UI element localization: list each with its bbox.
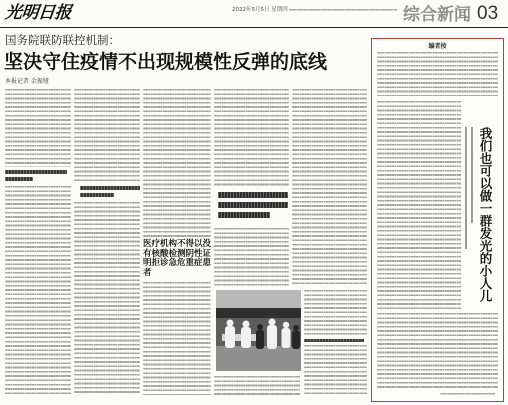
body-text-block: [292, 89, 367, 286]
body-text-block: [143, 89, 211, 237]
body-text-block: [214, 89, 289, 187]
header-rule: [0, 27, 508, 28]
body-text-block: [5, 186, 71, 395]
body-text-block: [143, 282, 211, 395]
subhead-line: [5, 170, 67, 174]
masthead-logo: 光明日报: [3, 3, 73, 23]
subhead-line: [80, 193, 114, 197]
news-photo: [216, 290, 301, 371]
feature-lower-text: [377, 313, 498, 390]
subhead-line: [5, 177, 33, 181]
article-kicker: 国务院联防联控机制：: [5, 33, 120, 47]
feature-author-line: [465, 127, 467, 249]
photo-caption-text: [304, 345, 367, 395]
editor-note-label: 编者按: [428, 43, 447, 50]
body-text-block: [74, 202, 140, 395]
feature-box: [371, 38, 504, 402]
article-byline: 本报记者 金振娅: [5, 78, 49, 85]
article-headline: 坚决守住疫情不出现规模性反弹的底线: [4, 51, 328, 73]
body-text-block: [5, 89, 71, 167]
feature-headline: 我们也可以做一群发光的小人儿: [478, 127, 493, 302]
subhead-line: [218, 202, 288, 208]
body-text-block: [74, 89, 140, 183]
editor-note-text: [377, 52, 498, 96]
section-name: 综合新闻: [403, 5, 471, 25]
body-text-block: [214, 376, 300, 395]
feature-body-text: [377, 101, 461, 311]
header-info-text: [289, 9, 397, 11]
issue-date: 2022年5月5日 星期四: [232, 7, 288, 13]
body-text-block: [304, 290, 367, 335]
feature-author-line: [471, 127, 473, 223]
subhead-line: [218, 192, 288, 198]
subhead-line: [80, 186, 140, 190]
page-number: 03: [477, 3, 499, 24]
article-subhead: 医疗机构不得以没有核酸检测阴性证明拒诊急危重症患者: [143, 239, 212, 278]
subhead-line: [218, 212, 270, 218]
feature-credit: [440, 393, 495, 395]
photo-caption-title: [304, 339, 364, 342]
body-text-block: [214, 228, 289, 286]
